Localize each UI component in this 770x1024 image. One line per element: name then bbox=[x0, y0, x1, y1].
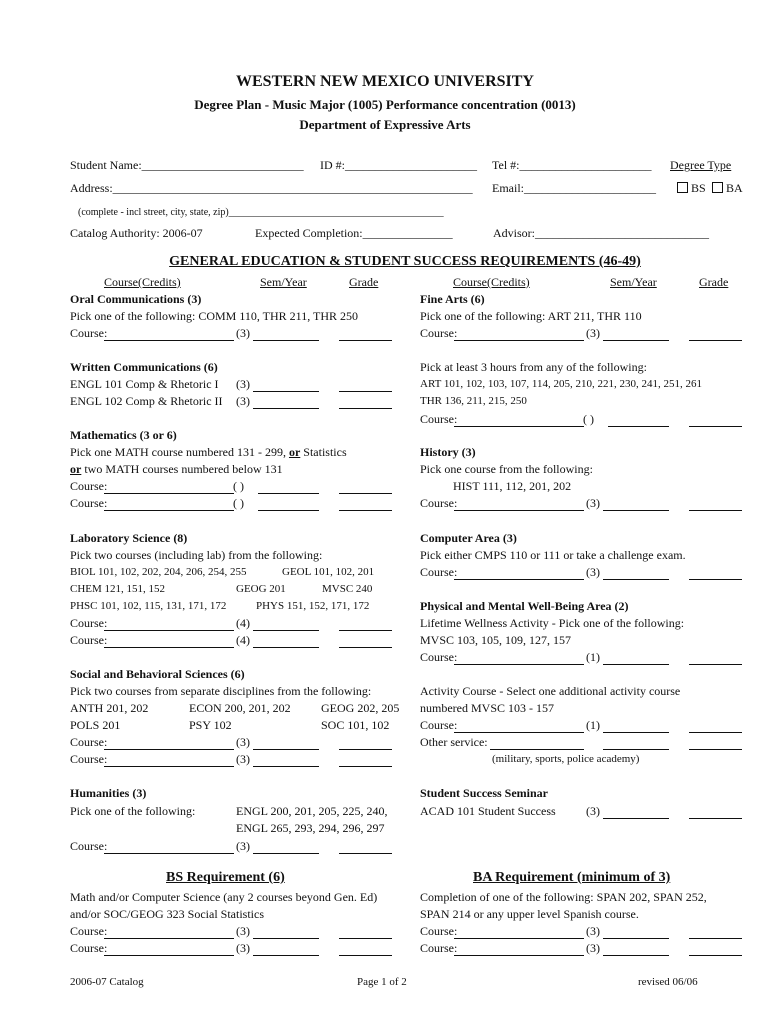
social-grade2-line[interactable] bbox=[339, 766, 392, 767]
lab-sem2-line[interactable] bbox=[253, 647, 319, 648]
pe-sem-line[interactable] bbox=[603, 664, 669, 665]
lab-grade2-line[interactable] bbox=[339, 647, 392, 648]
chem-list: CHEM 121, 151, 152 bbox=[70, 583, 166, 595]
phys-list: PHYS 151, 152, 171, 172 bbox=[256, 600, 370, 612]
math-course2-line[interactable] bbox=[104, 510, 234, 511]
course-label: Course: bbox=[70, 479, 108, 493]
address-field[interactable]: Address:____________________________________________________________ bbox=[70, 181, 473, 195]
oral-comm-title: Oral Communications (3) bbox=[70, 292, 202, 306]
social-course2-line[interactable] bbox=[104, 766, 234, 767]
fine-grade1-line[interactable] bbox=[689, 340, 742, 341]
credit-label: ( ) bbox=[233, 496, 244, 510]
seminar-title: Student Success Seminar bbox=[420, 786, 549, 800]
student-name-field[interactable]: Student Name:___________________________ bbox=[70, 158, 304, 172]
course-label: Course: bbox=[420, 412, 458, 426]
ba-grade2-line[interactable] bbox=[689, 955, 742, 956]
bs-sem1-line[interactable] bbox=[253, 938, 319, 939]
fine-arts-pick: Pick one of the following: ART 211, THR 110 bbox=[420, 309, 642, 323]
credit-label: ( ) bbox=[583, 412, 594, 426]
social-course1-line[interactable] bbox=[104, 749, 234, 750]
engl102-sem-line[interactable] bbox=[253, 408, 319, 409]
course-label: Course: bbox=[70, 496, 108, 510]
soc-list: SOC 101, 102 bbox=[321, 718, 390, 732]
acad-grade-line[interactable] bbox=[689, 818, 742, 819]
hist-course-line[interactable] bbox=[454, 510, 584, 511]
other-service-grade-line[interactable] bbox=[689, 749, 742, 750]
ba-requirement-line1: Completion of one of the following: SPAN 202, SPAN 252, bbox=[420, 890, 707, 904]
credit-label: (3) bbox=[236, 326, 250, 340]
social-sciences-title: Social and Behavioral Sciences (6) bbox=[70, 667, 245, 681]
fine-arts-title: Fine Arts (6) bbox=[420, 292, 485, 306]
fine-course2-line[interactable] bbox=[454, 426, 584, 427]
humanities-list2: ENGL 265, 293, 294, 296, 297 bbox=[236, 821, 385, 835]
math-pick-line2: or two MATH courses numbered below 131 bbox=[70, 462, 283, 476]
ba-sem2-line[interactable] bbox=[603, 955, 669, 956]
course-label: Course: bbox=[420, 496, 458, 510]
ba-requirement-title: BA Requirement (minimum of 3) bbox=[473, 870, 671, 885]
credit-label: (4) bbox=[236, 633, 250, 647]
mvsc240-list: MVSC 240 bbox=[322, 583, 373, 595]
art-list: ART 101, 102, 103, 107, 114, 205, 210, 221, 230, 241, 251, 261 bbox=[420, 378, 702, 390]
left-col-course-header: Course(Credits) bbox=[104, 275, 181, 289]
bs-grade2-line[interactable] bbox=[339, 955, 392, 956]
fine-grade2-line[interactable] bbox=[689, 426, 742, 427]
bs-checkbox[interactable] bbox=[677, 182, 688, 193]
activity-line2: numbered MVSC 103 - 157 bbox=[420, 701, 554, 715]
engl102-grade-line[interactable] bbox=[339, 408, 392, 409]
psy-list: PSY 102 bbox=[189, 718, 232, 732]
credit-label: (3) bbox=[236, 377, 250, 391]
address-note: (complete - incl street, city, state, zip)___________________________________________ bbox=[78, 207, 444, 218]
ba-grade1-line[interactable] bbox=[689, 938, 742, 939]
advisor-field[interactable]: Advisor:_____________________________ bbox=[493, 226, 709, 240]
math-sem1-line[interactable] bbox=[258, 493, 319, 494]
social-sem1-line[interactable] bbox=[253, 749, 319, 750]
history-title: History (3) bbox=[420, 445, 476, 459]
course-label: Course: bbox=[420, 650, 458, 664]
fine-sem1-line[interactable] bbox=[603, 340, 669, 341]
geog201-list: GEOG 201 bbox=[236, 583, 286, 595]
left-col-grade-header: Grade bbox=[349, 275, 379, 289]
oral-sem-line[interactable] bbox=[253, 340, 319, 341]
ba-course2-line[interactable] bbox=[454, 955, 584, 956]
credit-label: (3) bbox=[586, 496, 600, 510]
course-label: Course: bbox=[70, 616, 108, 630]
course-label: Course: bbox=[70, 633, 108, 647]
credit-label: (3) bbox=[586, 941, 600, 955]
social-grade1-line[interactable] bbox=[339, 749, 392, 750]
university-title: WESTERN NEW MEXICO UNIVERSITY bbox=[236, 73, 534, 90]
social-sciences-pick: Pick two courses from separate disciplines from the following: bbox=[70, 684, 372, 698]
history-pick: Pick one course from the following: bbox=[420, 462, 593, 476]
right-col-sem-header: Sem/Year bbox=[610, 275, 657, 289]
engl101-grade-line[interactable] bbox=[339, 391, 392, 392]
credit-label: (1) bbox=[586, 650, 600, 664]
footer-catalog: 2006-07 Catalog bbox=[70, 976, 144, 988]
degree-ba-option[interactable]: BA bbox=[712, 181, 743, 196]
pols-list: POLS 201 bbox=[70, 718, 121, 732]
credit-label: (3) bbox=[236, 839, 250, 853]
computer-area-pick: Pick either CMPS 110 or 111 or take a challenge exam. bbox=[420, 548, 686, 562]
thr-list: THR 136, 211, 215, 250 bbox=[420, 395, 527, 407]
biol-list: BIOL 101, 102, 202, 204, 206, 254, 255 bbox=[70, 566, 247, 578]
course-label: Course: bbox=[70, 326, 108, 340]
lab-course1-line[interactable] bbox=[104, 630, 234, 631]
humanities-list1: ENGL 200, 201, 205, 225, 240, bbox=[236, 804, 388, 818]
degree-type-label: Degree Type bbox=[670, 158, 732, 172]
ba-sem1-line[interactable] bbox=[603, 938, 669, 939]
oral-comm-pick: Pick one of the following: COMM 110, THR 211, THR 250 bbox=[70, 309, 358, 323]
pe-course-line[interactable] bbox=[454, 664, 584, 665]
fine-course1-line[interactable] bbox=[454, 340, 584, 341]
credit-label: (3) bbox=[586, 804, 600, 818]
catalog-authority: Catalog Authority: 2006-07 bbox=[70, 226, 203, 240]
activity-sem-line[interactable] bbox=[603, 732, 669, 733]
credit-label: (3) bbox=[236, 735, 250, 749]
math-grade2-line[interactable] bbox=[339, 510, 392, 511]
gen-ed-title: GENERAL EDUCATION & STUDENT SUCCESS REQUIREMENTS (46-49) bbox=[169, 254, 641, 269]
footer-page-number: Page 1 of 2 bbox=[357, 976, 407, 988]
credit-label: (1) bbox=[586, 718, 600, 732]
activity-course-line[interactable] bbox=[454, 732, 584, 733]
wellbeing-title: Physical and Mental Well-Being Area (2) bbox=[420, 599, 629, 613]
credit-label: (3) bbox=[586, 924, 600, 938]
course-label: Course: bbox=[70, 735, 108, 749]
bs-course1-line[interactable] bbox=[104, 938, 234, 939]
bs-requirement-line2: and/or SOC/GEOG 323 Social Statistics bbox=[70, 907, 264, 921]
course-label: Course: bbox=[420, 718, 458, 732]
hum-course-line[interactable] bbox=[104, 853, 234, 854]
course-label: Course: bbox=[420, 941, 458, 955]
pe-grade-line[interactable] bbox=[689, 664, 742, 665]
humanities-title: Humanities (3) bbox=[70, 786, 147, 800]
id-field[interactable]: ID #:______________________ bbox=[320, 158, 477, 172]
bs-grade1-line[interactable] bbox=[339, 938, 392, 939]
credit-label: (4) bbox=[236, 616, 250, 630]
math-pick-line1: Pick one MATH course numbered 131 - 299, or Statistics bbox=[70, 445, 347, 459]
tel-field[interactable]: Tel #:______________________ bbox=[492, 158, 652, 172]
credit-label: (3) bbox=[236, 924, 250, 938]
left-col-sem-header: Sem/Year bbox=[260, 275, 307, 289]
activity-line1: Activity Course - Select one additional activity course bbox=[420, 684, 681, 698]
right-col-grade-header: Grade bbox=[699, 275, 729, 289]
humanities-pick: Pick one of the following: bbox=[70, 804, 196, 818]
engl101-label: ENGL 101 Comp & Rhetoric I bbox=[70, 377, 219, 391]
right-col-course-header: Course(Credits) bbox=[453, 275, 530, 289]
credit-label: (3) bbox=[236, 394, 250, 408]
fine-arts-pick2: Pick at least 3 hours from any of the following: bbox=[420, 360, 647, 374]
lab-science-title: Laboratory Science (8) bbox=[70, 531, 188, 545]
phsc-list: PHSC 101, 102, 115, 131, 171, 172 bbox=[70, 600, 227, 612]
geog-list: GEOG 202, 205 bbox=[321, 701, 400, 715]
bs-course2-line[interactable] bbox=[104, 955, 234, 956]
course-label: Course: bbox=[70, 941, 108, 955]
oral-grade-line[interactable] bbox=[339, 340, 392, 341]
geol-list: GEOL 101, 102, 201 bbox=[282, 566, 375, 578]
footer-revised: revised 06/06 bbox=[638, 976, 698, 988]
hist-sem-line[interactable] bbox=[603, 510, 669, 511]
degree-plan-subtitle: Degree Plan - Music Major (1005) Performance concentration (0013) bbox=[194, 97, 576, 112]
degree-bs-option[interactable]: BS bbox=[677, 181, 706, 196]
activity-grade-line[interactable] bbox=[689, 732, 742, 733]
comp-sem-line[interactable] bbox=[603, 579, 669, 580]
anth-list: ANTH 201, 202 bbox=[70, 701, 149, 715]
social-sem2-line[interactable] bbox=[253, 766, 319, 767]
hum-sem-line[interactable] bbox=[253, 853, 319, 854]
credit-label: (3) bbox=[586, 565, 600, 579]
credit-label: (3) bbox=[586, 326, 600, 340]
lab-sem1-line[interactable] bbox=[253, 630, 319, 631]
course-label: Course: bbox=[70, 752, 108, 766]
comp-course-line[interactable] bbox=[454, 579, 584, 580]
math-title: Mathematics (3 or 6) bbox=[70, 428, 177, 442]
acad-sem-line[interactable] bbox=[603, 818, 669, 819]
ba-checkbox[interactable] bbox=[712, 182, 723, 193]
ba-requirement-line2: SPAN 214 or any upper level Spanish course. bbox=[420, 907, 639, 921]
bs-sem2-line[interactable] bbox=[253, 955, 319, 956]
lab-science-pick: Pick two courses (including lab) from the following: bbox=[70, 548, 323, 562]
hum-grade-line[interactable] bbox=[339, 853, 392, 854]
lab-course2-line[interactable] bbox=[104, 647, 234, 648]
math-grade1-line[interactable] bbox=[339, 493, 392, 494]
credit-label: (3) bbox=[236, 941, 250, 955]
hist-grade-line[interactable] bbox=[689, 510, 742, 511]
oral-course-line[interactable] bbox=[104, 340, 234, 341]
course-label: Course: bbox=[420, 326, 458, 340]
econ-list: ECON 200, 201, 202 bbox=[189, 701, 291, 715]
other-service-sem-line[interactable] bbox=[603, 749, 669, 750]
email-field[interactable]: Email:______________________ bbox=[492, 181, 656, 195]
fine-sem2-line[interactable] bbox=[608, 426, 669, 427]
computer-area-title: Computer Area (3) bbox=[420, 531, 517, 545]
course-label: Course: bbox=[420, 924, 458, 938]
course-label: Course: bbox=[420, 565, 458, 579]
comp-grade-line[interactable] bbox=[689, 579, 742, 580]
engl102-label: ENGL 102 Comp & Rhetoric II bbox=[70, 394, 223, 408]
course-label: Course: bbox=[70, 839, 108, 853]
department-title: Department of Expressive Arts bbox=[299, 117, 471, 132]
wellbeing-line1: Lifetime Wellness Activity - Pick one of the following: bbox=[420, 616, 685, 630]
acad101-label: ACAD 101 Student Success bbox=[420, 804, 556, 818]
lab-grade1-line[interactable] bbox=[339, 630, 392, 631]
math-course1-line[interactable] bbox=[104, 493, 234, 494]
history-list: HIST 111, 112, 201, 202 bbox=[453, 479, 572, 493]
military-note: (military, sports, police academy) bbox=[492, 753, 640, 765]
engl101-sem-line[interactable] bbox=[253, 391, 319, 392]
math-sem2-line[interactable] bbox=[258, 510, 319, 511]
credit-label: ( ) bbox=[233, 479, 244, 493]
bs-requirement-title: BS Requirement (6) bbox=[166, 870, 285, 885]
course-label: Course: bbox=[70, 924, 108, 938]
other-service-line[interactable] bbox=[490, 749, 584, 750]
credit-label: (3) bbox=[236, 752, 250, 766]
ba-course1-line[interactable] bbox=[454, 938, 584, 939]
other-service-label: Other service: bbox=[420, 735, 488, 749]
written-comm-title: Written Communications (6) bbox=[70, 360, 218, 374]
bs-requirement-line1: Math and/or Computer Science (any 2 courses beyond Gen. Ed) bbox=[70, 890, 378, 904]
wellbeing-line2: MVSC 103, 105, 109, 127, 157 bbox=[420, 633, 572, 647]
expected-completion-field[interactable]: Expected Completion:_______________ bbox=[255, 226, 453, 240]
